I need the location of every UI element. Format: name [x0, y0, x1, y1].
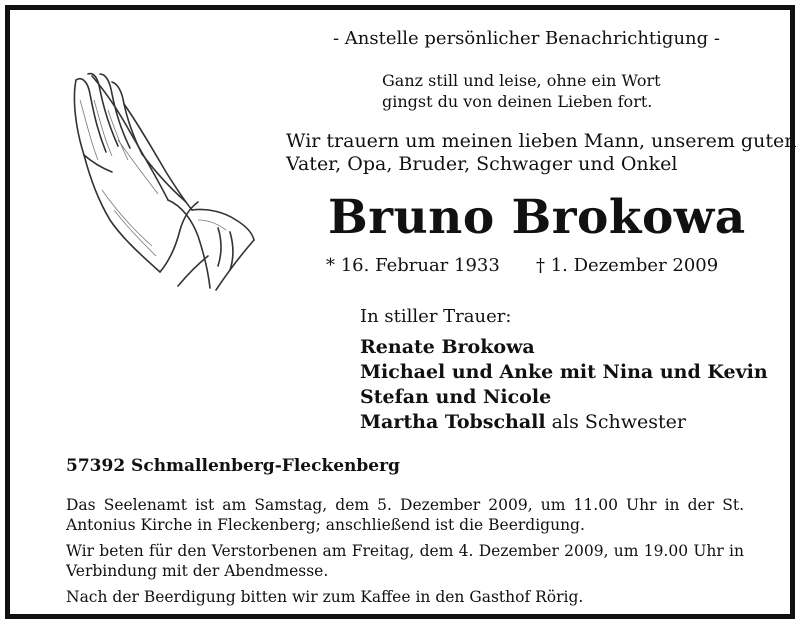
poem-line-1: Ganz still und leise, ohne ein Wort — [382, 71, 661, 90]
birth-date: * 16. Februar 1933 — [326, 255, 500, 276]
mourning-line-1: Wir trauern um meinen lieben Mann, unserem guten — [286, 130, 797, 152]
family-member-relation: als Schwester — [545, 411, 686, 433]
notice-header: - Anstelle persönlicher Benachrichtigung - — [333, 28, 720, 49]
family-member: Stefan und Nicole — [360, 386, 552, 408]
death-date: † 1. Dezember 2009 — [536, 255, 719, 276]
service-notices — [66, 495, 744, 613]
deceased-name: Bruno Brokowa — [328, 190, 746, 245]
family-member: Michael und Anke mit Nina und Kevin — [360, 361, 768, 383]
notice-prayer: Wir beten für den Verstorbenen am Freitag, dem 4. Dezember 2009, um 19.00 Uhr in Verbindung mit der Abendmesse. — [66, 542, 744, 580]
praying-hands-icon — [58, 60, 258, 295]
family-intro: In stiller Trauer: — [360, 306, 512, 327]
family-member: Renate Brokowa — [360, 336, 535, 358]
poem — [382, 70, 661, 112]
mourning-text — [286, 130, 796, 176]
notice-coffee: Nach der Beerdigung bitten wir zum Kaffee in den Gasthof Rörig. — [66, 588, 584, 606]
family-member: Martha Tobschall — [360, 411, 546, 433]
address: 57392 Schmallenberg-Fleckenberg — [66, 456, 400, 476]
poem-line-2: gingst du von deinen Lieben fort. — [382, 92, 653, 111]
family-list — [360, 335, 768, 435]
mourning-line-2: Vater, Opa, Bruder, Schwager und Onkel — [286, 153, 678, 175]
notice-requiem: Das Seelenamt ist am Samstag, dem 5. Dezember 2009, um 11.00 Uhr in der St. Antonius Kirche in Fleckenberg; anschließend ist die Beerdigung. — [66, 496, 744, 534]
obituary-frame — [5, 5, 795, 619]
